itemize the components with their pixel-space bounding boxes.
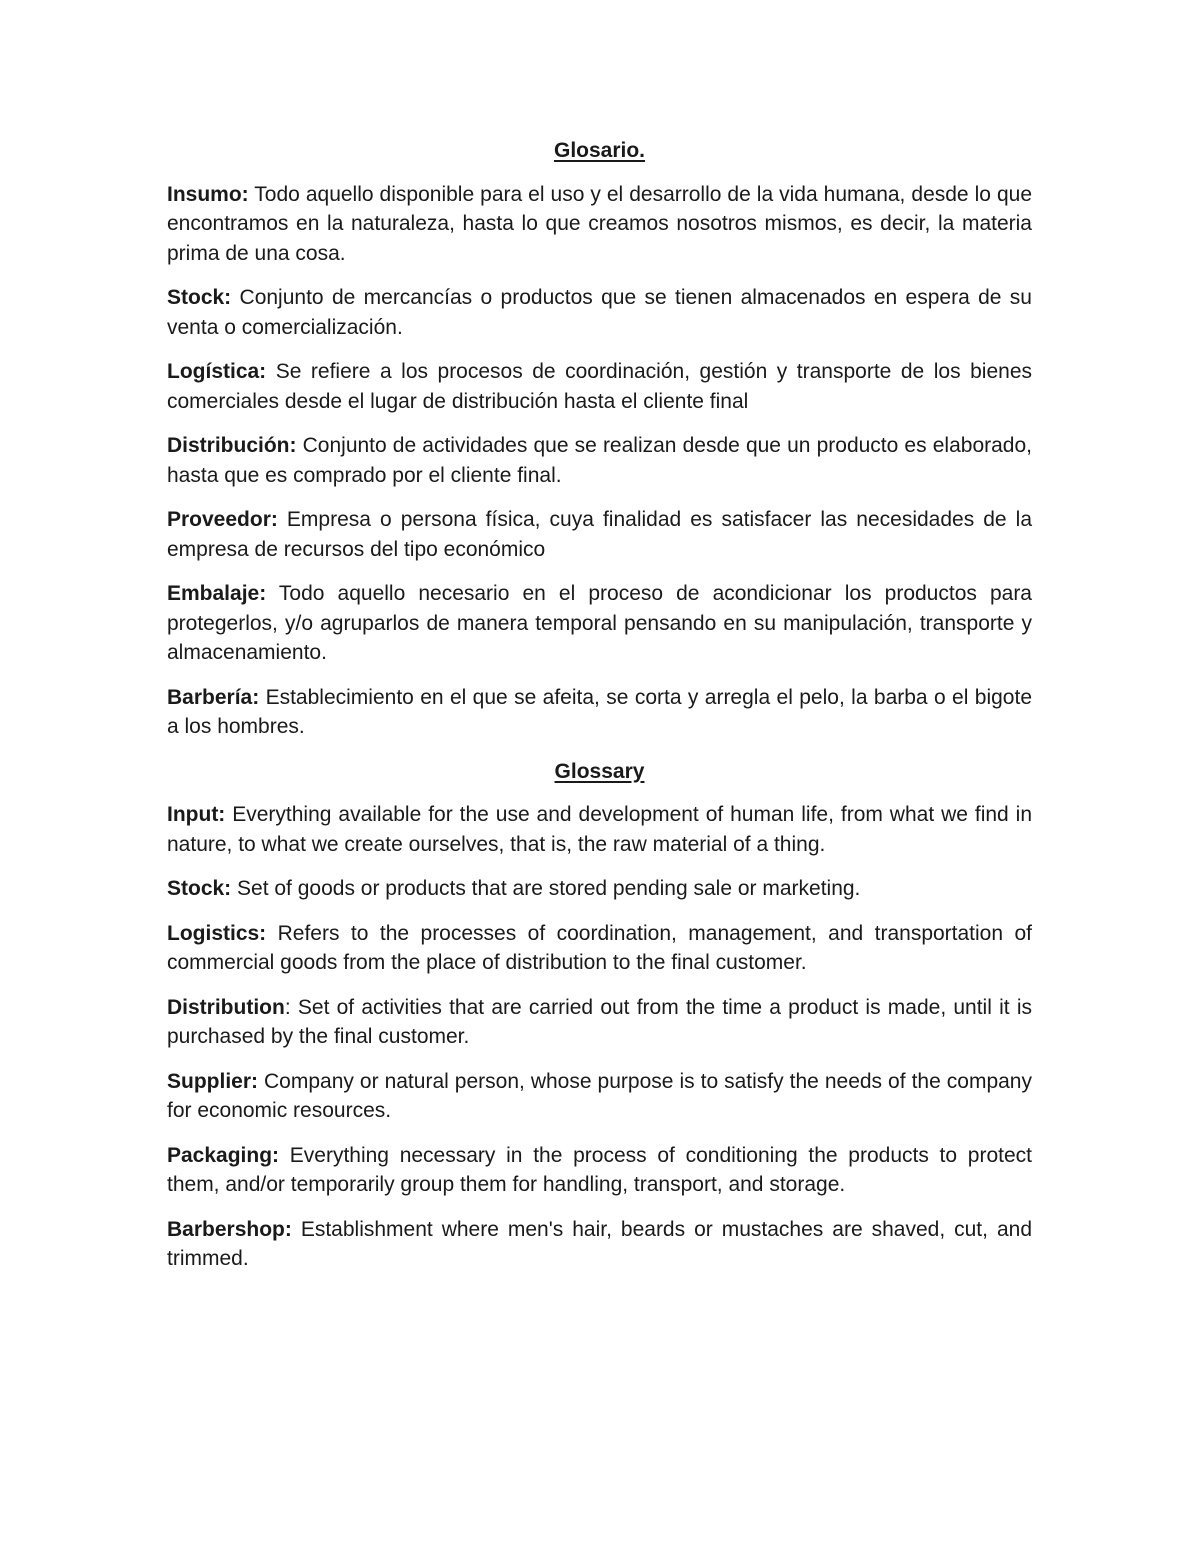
entry-definition: Conjunto de mercancías o productos que se tienen almacenados en espera de su venta o comercialización. <box>167 286 1032 339</box>
entry-term: Input: <box>167 803 226 826</box>
entry-definition: Todo aquello disponible para el uso y el desarrollo de la vida humana, desde lo que encontramos en la naturaleza, hasta lo que creamos nosotros mismos, es decir, la materia prima de una cosa. <box>167 182 1032 265</box>
glossary-entry <box>167 357 1032 416</box>
entry-term: Distribution <box>167 995 285 1019</box>
entry-term: Insumo: <box>167 182 249 206</box>
entry-definition: Se refiere a los procesos de coordinación, gestión y transporte de los bienes comerciales desde el lugar de distribución hasta el cliente final <box>167 360 1032 413</box>
entry-term: Barbería: <box>167 685 260 709</box>
glossary-entry <box>167 683 1032 742</box>
glossary-section-english <box>167 757 1032 1274</box>
section-title: Glosario. <box>553 139 646 162</box>
glossary-entry <box>167 1215 1032 1274</box>
glossary-entry <box>167 874 1032 904</box>
entry-term: Logística: <box>167 360 267 383</box>
glossary-entry <box>167 579 1032 668</box>
entry-definition: Company or natural person, whose purpose is to satisfy the needs of the company for economic resources. <box>167 1069 1032 1122</box>
entry-term: Distribución: <box>167 434 297 457</box>
entry-definition: Conjunto de actividades que se realizan desde que un producto es elaborado, hasta que es comprado por el cliente final. <box>167 434 1032 487</box>
glossary-entry <box>167 800 1032 859</box>
document-page <box>167 136 1032 1289</box>
entry-definition: Establishment where men's hair, beards or mustaches are shaved, cut, and trimmed. <box>167 1217 1032 1270</box>
entry-definition: Todo aquello necesario en el proceso de acondicionar los productos para protegerlos, y/o agruparlos de manera temporal pensando en su manipulación, transporte y almacenamiento. <box>167 582 1032 664</box>
entry-term: Stock: <box>167 877 232 900</box>
entry-term: Embalaje: <box>167 582 267 605</box>
glossary-entry <box>167 180 1032 269</box>
glossary-entry <box>167 505 1032 564</box>
glossary-entry <box>167 1141 1032 1200</box>
glossary-entry <box>167 919 1032 978</box>
entry-definition: : Set of activities that are carried out from the time a product is made, until it is purchased by the final customer. <box>167 995 1032 1048</box>
glossary-section-spanish <box>167 136 1032 742</box>
glossary-entry <box>167 283 1032 342</box>
entry-definition: Establecimiento en el que se afeita, se corta y arregla el pelo, la barba o el bigote a los hombres. <box>167 685 1032 738</box>
entry-term: Proveedor: <box>167 508 278 531</box>
glossary-entry <box>167 1067 1032 1126</box>
section-title: Glossary <box>554 759 645 783</box>
entry-definition: Set of goods or products that are stored pending sale or marketing. <box>231 877 861 900</box>
entry-term: Logistics: <box>167 921 267 945</box>
entry-definition: Everything necessary in the process of conditioning the products to protect them, and/or temporarily group them for handling, transport, and storage. <box>167 1143 1032 1196</box>
entry-definition: Refers to the processes of coordination, management, and transportation of commercial goods from the place of distribution to the final customer. <box>167 921 1032 974</box>
entry-definition: Everything available for the use and development of human life, from what we find in nature, to what we create ourselves, that is, the raw material of a thing. <box>167 803 1032 856</box>
entry-definition: Empresa o persona física, cuya finalidad es satisfacer las necesidades de la empresa de recursos del tipo económico <box>167 508 1032 561</box>
entry-term: Barbershop: <box>167 1217 292 1241</box>
entry-term: Stock: <box>167 286 232 309</box>
glossary-entry <box>167 993 1032 1052</box>
entry-term: Supplier: <box>167 1069 259 1093</box>
glossary-entry <box>167 431 1032 490</box>
entry-term: Packaging: <box>167 1143 280 1167</box>
